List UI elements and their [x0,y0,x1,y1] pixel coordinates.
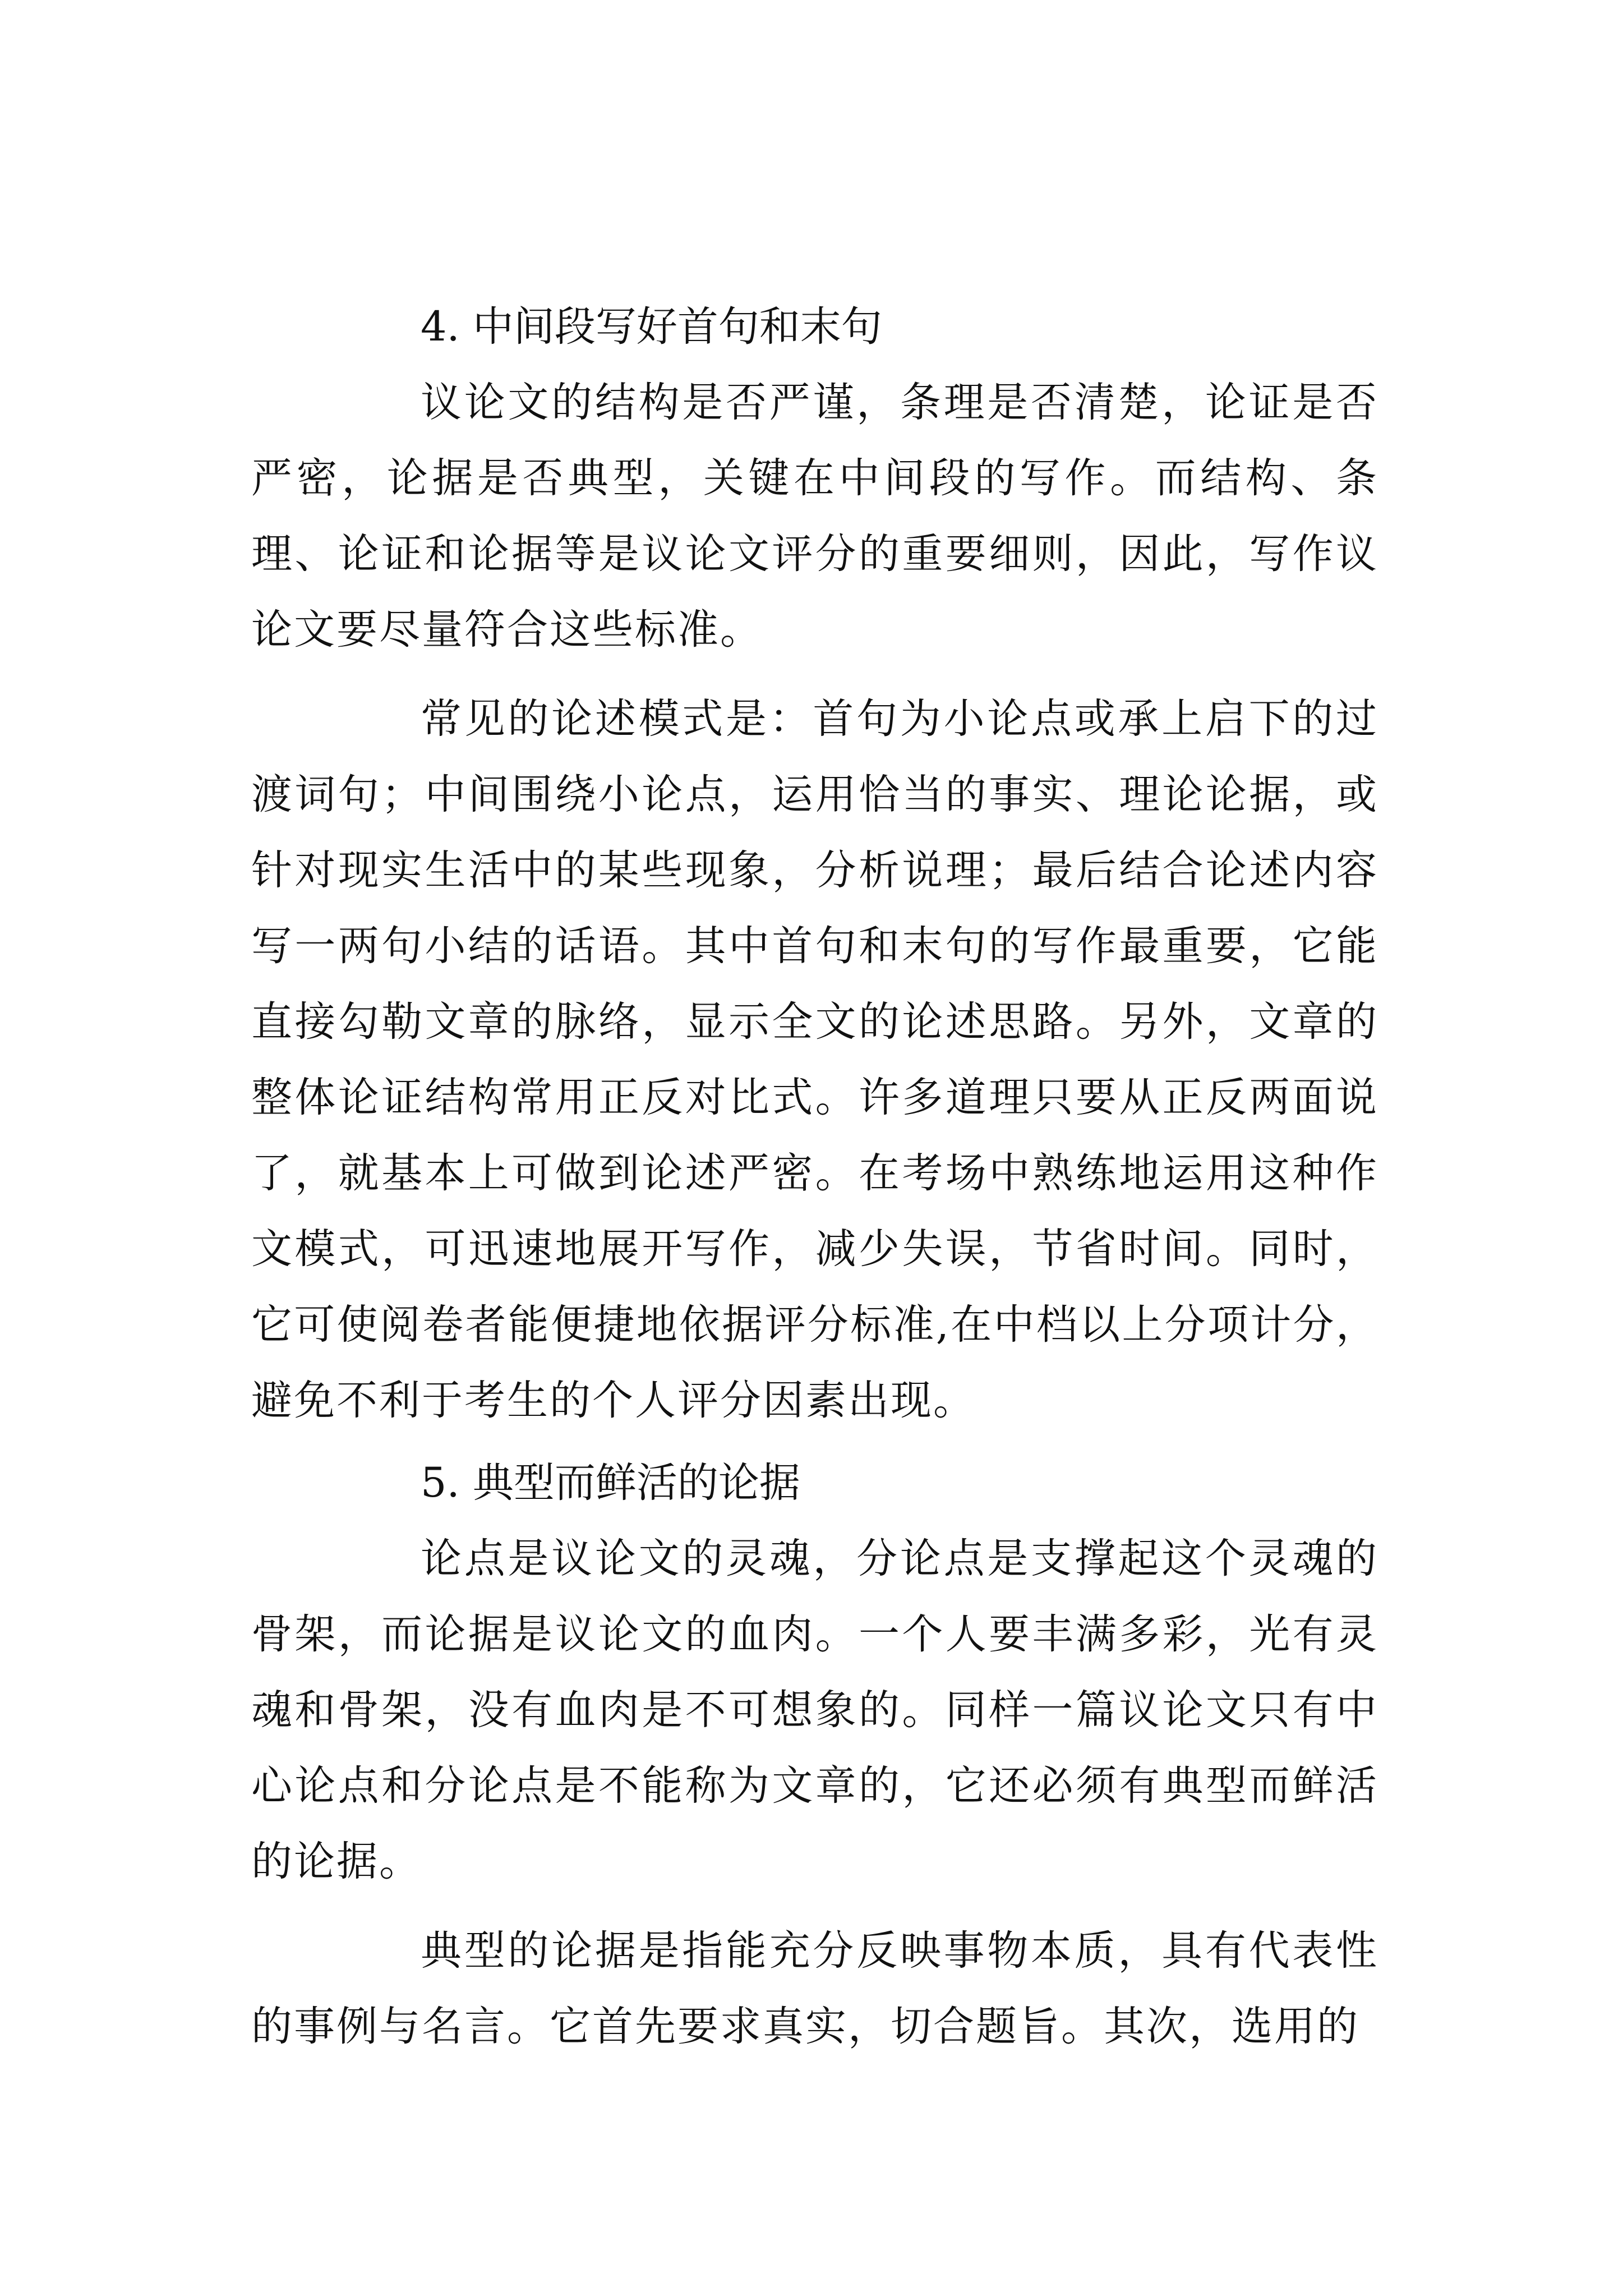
paragraph: 议论文的结构是否严谨，条理是否清楚，论证是否严密，论据是否典型，关键在中间段的写作。而结构、条理、论证和论据等是议论文评分的重要细则，因此，写作议论文要尽量符合这些标准。 [251,379,1378,654]
paragraph: 典型的论据是指能充分反映事物本质，具有代表性的事例与名言。它首先要求真实，切合题旨。其次，选用的 [251,1927,1378,2050]
paragraph: 论点是议论文的灵魂，分论点是支撑起这个灵魂的骨架，而论据是议论文的血肉。一个人要丰满多彩，光有灵魂和骨架，没有血肉是不可想象的。同样一篇议论文只有中心论点和分论点是不能称为文章的，它还必须有典型而鲜活的论据。 [251,1535,1378,1885]
paragraph: 常见的论述模式是：首句为小论点或承上启下的过渡词句；中间围绕小论点，运用恰当的事实、理论论据，或针对现实生活中的某些现象，分析说理；最后结合论述内容写一两句小结的话语。其中首句和末句的写作最重要，它能直接勾勒文章的脉络，显示全文的论述思路。另外，文章的整体论证结构常用正反对比式。许多道理只要从正反两面说了，就基本上可做到论述严密。在考场中熟练地运用这种作文模式，可迅速地展开写作，减少失误，节省时间。同时，它可使阅卷者能便捷地依据评分标准,在中档以上分项计分，避免不利于考生的个人评分因素出现。 [251,695,1378,1424]
document-body [251,289,1378,2064]
section-heading-5: 5. 典型而鲜活的论据 [421,1459,800,1507]
section-heading-4: 4. 中间段写好首句和末句 [421,303,882,351]
